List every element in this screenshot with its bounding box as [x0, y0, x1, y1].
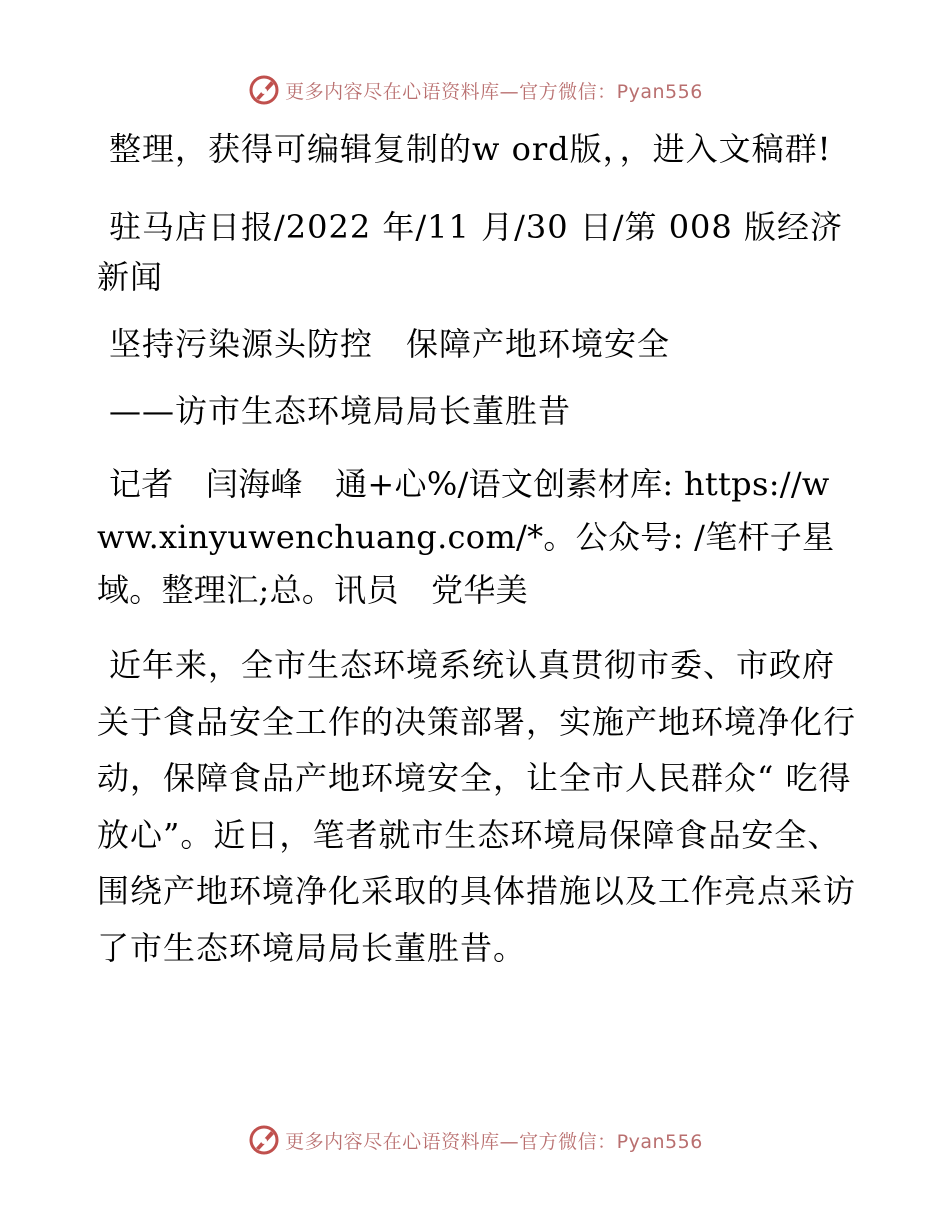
intro-paragraph: 整理，获得可编辑复制的w ord版，，进入文稿群!	[109, 130, 832, 168]
quill-seal-icon	[247, 73, 281, 107]
byline-paragraph: 记者 闫海峰 通+心%/语文创素材库: https://www.xinyuwenchuang.com/*。公众号: /笔杆子星域。整理汇;总。讯员 党华美	[97, 465, 835, 609]
body-paragraph: 近年来，全市生态环境系统认真贯彻市委、市政府关于食品安全工作的决策部署，实施产地环境净化行动，保障食品产地环境安全，让全市人民群众“ 吃得放心”。近日，笔者就市生态环境局保障食品安全、围绕产地环境净化采取的具体措施以及工作亮点采访了市生态环境局局长董胜昔。	[97, 646, 857, 967]
document-body	[97, 120, 857, 976]
article-subtitle: ——访市生态环境局局长董胜昔	[109, 392, 572, 430]
footer-watermark	[0, 1120, 950, 1160]
header-watermark	[0, 70, 950, 110]
source-line: 驻马店日报/2022 年/11 月/30 日/第 008 版经济新闻	[97, 208, 843, 296]
article-title: 坚持污染源头防控 保障产地环境安全	[109, 325, 671, 363]
watermark-text: 更多内容尽在心语资料库—官方微信：Pyan556	[285, 1130, 703, 1153]
watermark-text: 更多内容尽在心语资料库—官方微信：Pyan556	[285, 80, 703, 103]
quill-seal-icon	[247, 1123, 281, 1157]
